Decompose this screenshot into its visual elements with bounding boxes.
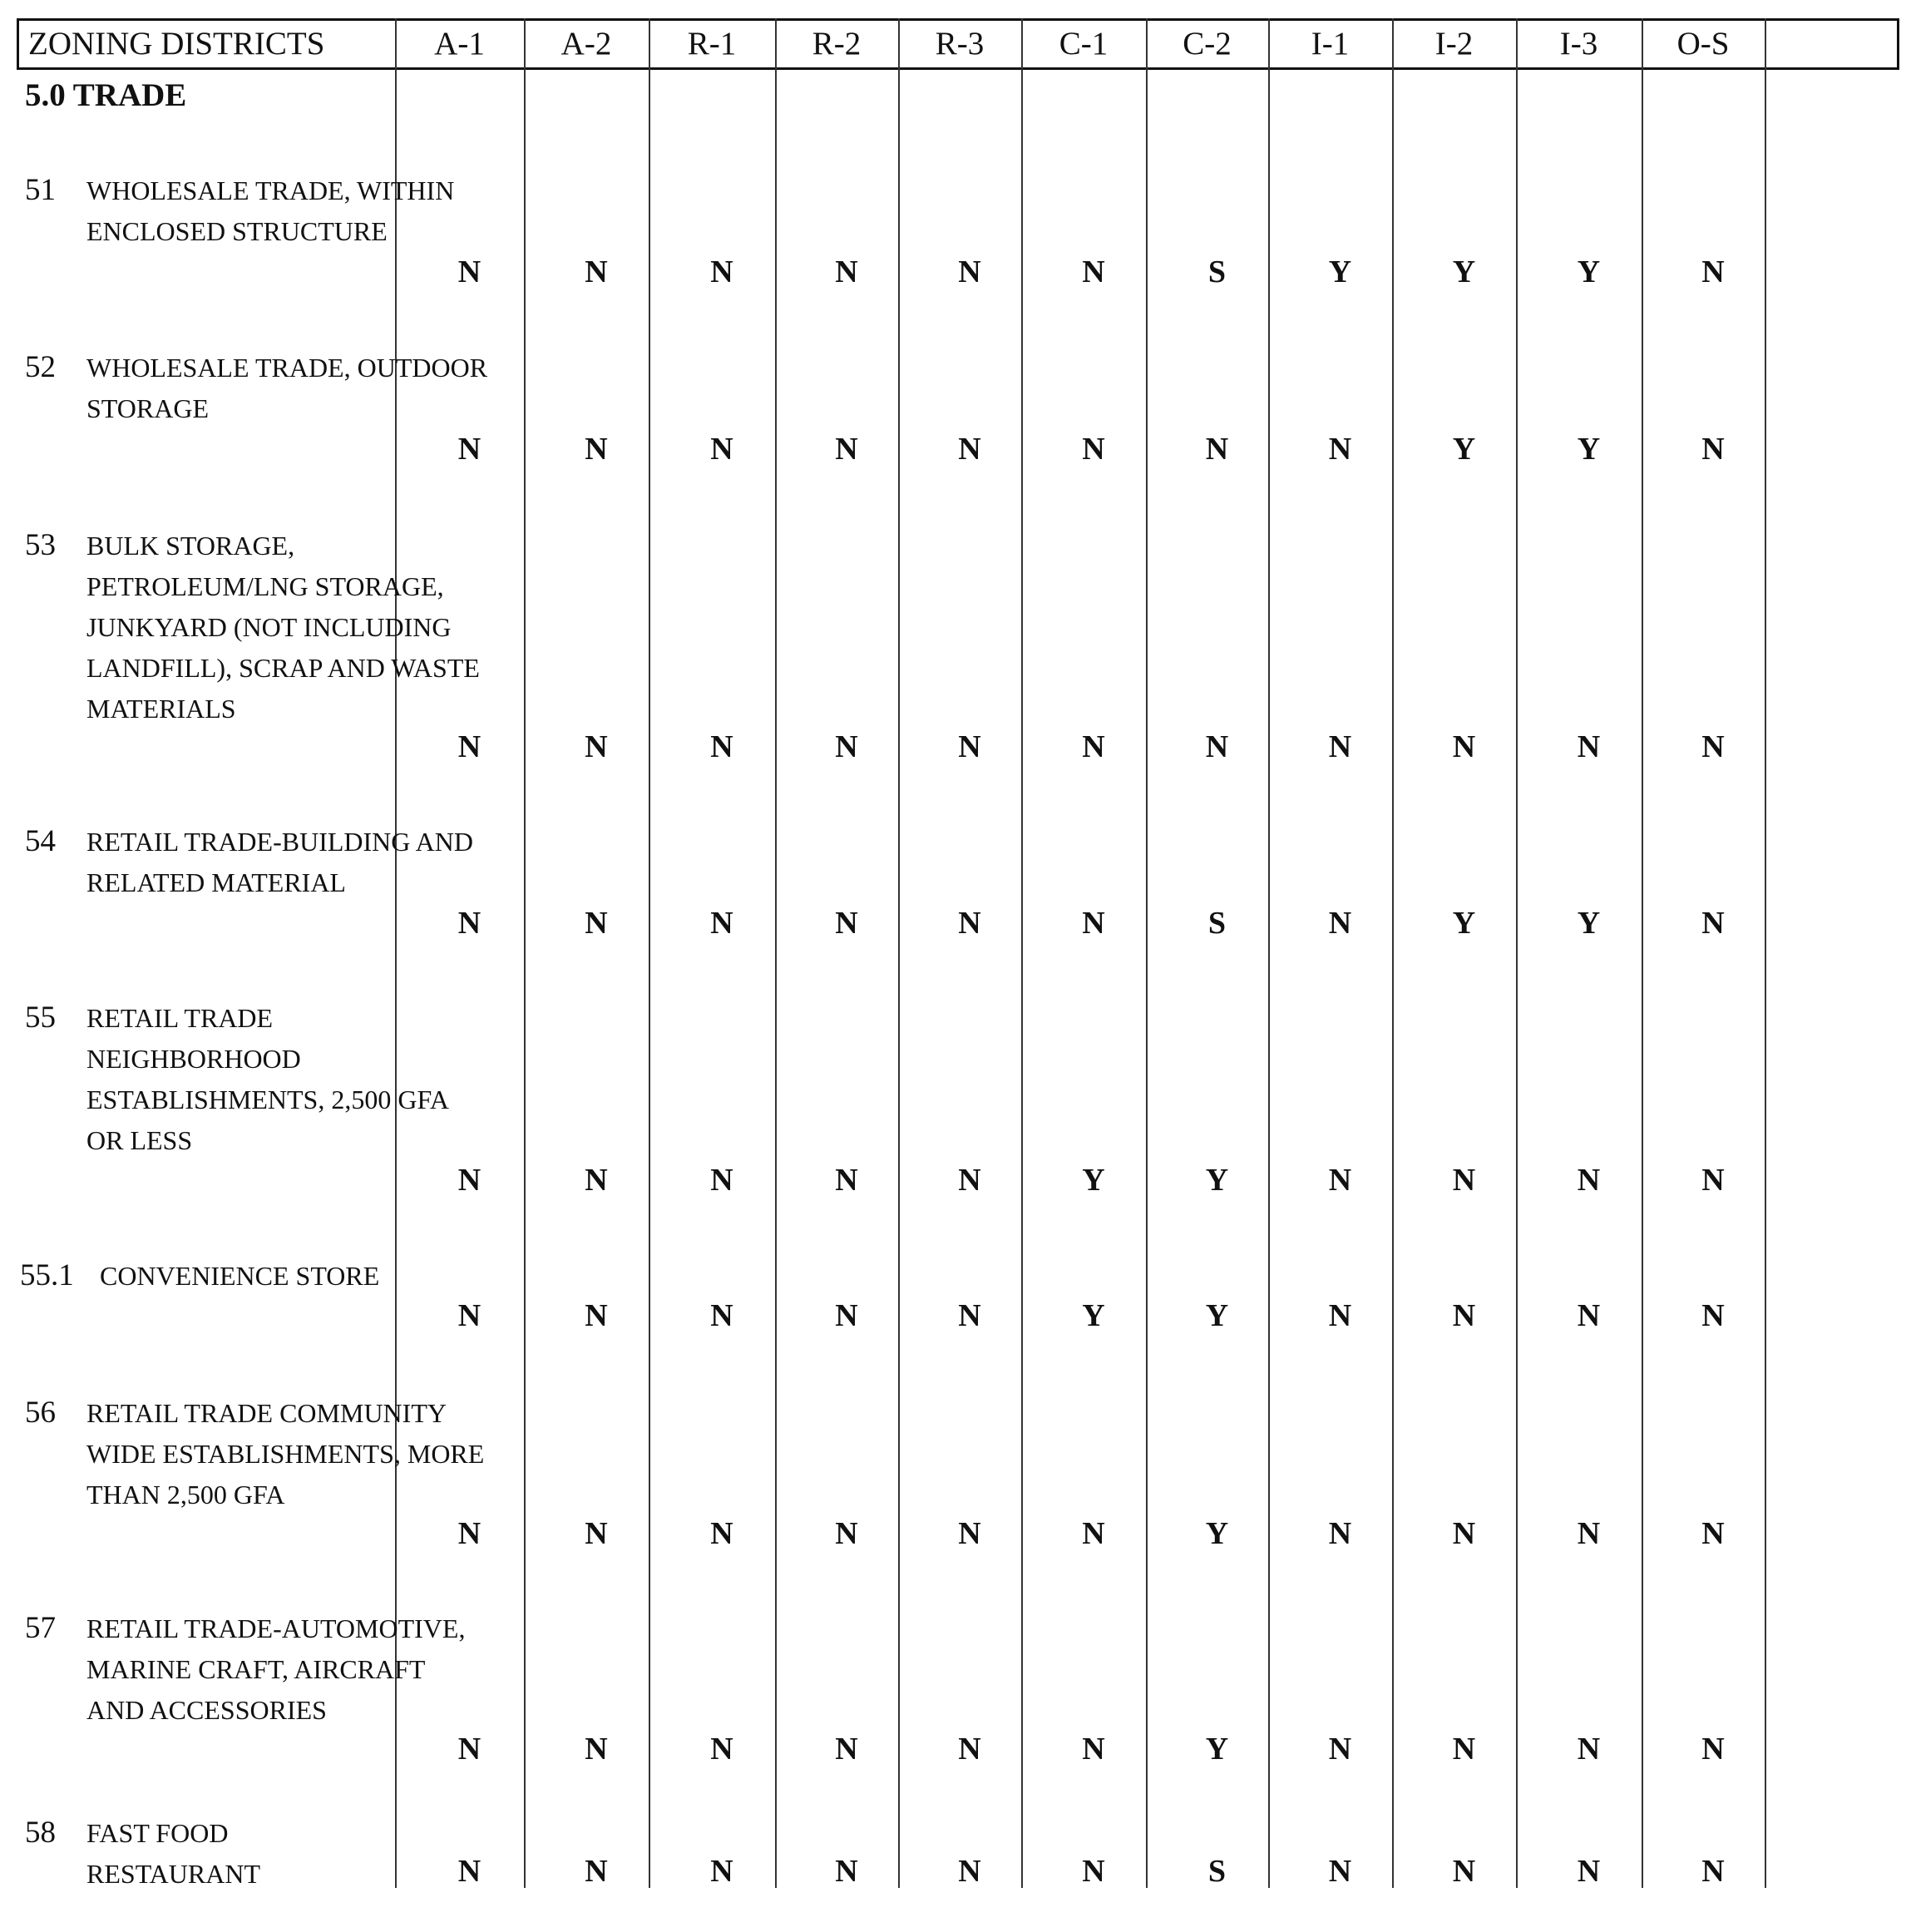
permission-cell-a-1: N [457,906,481,941]
use-code: 57 [25,1611,56,1645]
use-description-line: THAN 2,500 GFA [86,1480,285,1510]
permission-cell-o-s: N [1701,1732,1725,1766]
permission-cell-r-3: N [958,906,981,941]
header-district-c-2: C-2 [1183,26,1232,62]
column-divider [1146,18,1148,1888]
use-description-line: AND ACCESSORIES [86,1695,327,1725]
use-code: 55 [25,1001,56,1035]
permission-cell-c-1: N [1082,1732,1105,1766]
permission-cell-i-1: N [1328,1163,1352,1198]
use-description-line: RETAIL TRADE COMMUNITY [86,1398,447,1428]
use-description-line: RETAIL TRADE-AUTOMOTIVE, [86,1613,466,1643]
use-description-line: RESTAURANT [86,1859,260,1889]
use-description [86,348,487,429]
header-district-i-1: I-1 [1311,26,1350,62]
permission-cell-a-2: N [585,1298,608,1333]
permission-cell-i-1: N [1328,432,1352,467]
permission-cell-r-2: N [835,1163,858,1198]
permission-cell-a-1: N [457,1516,481,1551]
column-divider [1516,18,1518,1888]
permission-cell-c-2: Y [1205,1732,1229,1766]
section-title: 5.0 TRADE [25,77,187,113]
column-divider [524,18,526,1888]
use-description-line: STORAGE [86,393,209,423]
permission-cell-r-1: N [710,1854,733,1889]
permission-cell-i-2: N [1452,1298,1476,1333]
use-code: 56 [25,1396,56,1430]
permission-cell-c-2: S [1207,906,1227,941]
permission-cell-o-s: N [1701,254,1725,289]
permission-cell-o-s: N [1701,1298,1725,1333]
use-description [86,998,449,1161]
column-divider [1268,18,1270,1888]
use-code: 58 [25,1816,56,1850]
permission-cell-o-s: N [1701,906,1725,941]
use-description-line: ENCLOSED STRUCTURE [86,216,388,246]
permission-cell-c-2: S [1207,254,1227,289]
permission-cell-r-1: N [710,1163,733,1198]
use-description-line: RELATED MATERIAL [86,867,346,897]
permission-cell-a-1: N [457,1163,481,1198]
use-description [86,526,480,729]
use-code: 55.1 [20,1258,74,1292]
permission-cell-a-2: N [585,1732,608,1766]
permission-cell-i-3: Y [1577,254,1601,289]
use-code: 53 [25,528,56,562]
permission-cell-a-2: N [585,729,608,764]
column-divider [1021,18,1023,1888]
permission-cell-a-2: N [585,906,608,941]
permission-cell-a-1: N [457,729,481,764]
permission-cell-o-s: N [1701,729,1725,764]
use-code: 52 [25,350,56,384]
permission-cell-o-s: N [1701,432,1725,467]
permission-cell-i-2: Y [1452,906,1476,941]
permission-cell-r-3: N [958,1854,981,1889]
permission-cell-a-1: N [457,1854,481,1889]
permission-cell-i-1: N [1328,729,1352,764]
permission-cell-a-1: N [457,254,481,289]
permission-cell-i-3: N [1577,1516,1601,1551]
header-district-a-2: A-2 [560,26,612,62]
use-description-line: NEIGHBORHOOD [86,1044,301,1074]
permission-cell-r-2: N [835,1854,858,1889]
permission-cell-r-1: N [710,1516,733,1551]
column-divider [395,18,397,1888]
permission-cell-r-2: N [835,1298,858,1333]
header-district-r-3: R-3 [935,26,985,62]
permission-cell-r-1: N [710,1298,733,1333]
use-description-line: BULK STORAGE, [86,531,295,561]
permission-cell-a-1: N [457,432,481,467]
permission-cell-o-s: N [1701,1163,1725,1198]
permission-cell-i-2: Y [1452,254,1476,289]
column-divider [898,18,900,1888]
use-description [86,1608,465,1731]
permission-cell-c-1: N [1082,1854,1105,1889]
permission-cell-i-1: N [1328,906,1352,941]
permission-cell-r-2: N [835,1516,858,1551]
permission-cell-a-2: N [585,432,608,467]
permission-cell-r-3: N [958,1516,981,1551]
permission-cell-i-2: N [1452,1732,1476,1766]
permission-cell-c-2: N [1205,432,1229,467]
permission-cell-r-3: N [958,1732,981,1766]
permission-cell-r-1: N [710,906,733,941]
use-description [86,822,473,903]
use-description [86,1813,260,1895]
permission-cell-i-1: Y [1328,254,1352,289]
permission-cell-i-3: Y [1577,432,1601,467]
permission-cell-r-2: N [835,729,858,764]
permission-cell-r-2: N [835,254,858,289]
use-description-line: JUNKYARD (NOT INCLUDING [86,612,452,642]
permission-cell-c-1: N [1082,432,1105,467]
header-district-r-2: R-2 [812,26,862,62]
permission-cell-r-1: N [710,432,733,467]
permission-cell-r-2: N [835,1732,858,1766]
permission-cell-c-1: N [1082,254,1105,289]
use-description-line: WHOLESALE TRADE, OUTDOOR [86,353,488,383]
permission-cell-c-1: N [1082,1516,1105,1551]
permission-cell-a-2: N [585,1516,608,1551]
use-description [86,170,454,252]
permission-cell-c-2: N [1205,729,1229,764]
use-description-line: PETROLEUM/LNG STORAGE, [86,571,444,601]
permission-cell-r-1: N [710,254,733,289]
permission-cell-o-s: N [1701,1854,1725,1889]
permission-cell-c-1: N [1082,729,1105,764]
permission-cell-r-3: N [958,1298,981,1333]
use-description-line: MARINE CRAFT, AIRCRAFT [86,1654,426,1684]
permission-cell-r-3: N [958,432,981,467]
permission-cell-i-1: N [1328,1516,1352,1551]
use-description [86,1393,484,1515]
permission-cell-c-1: N [1082,906,1105,941]
use-description-line: LANDFILL), SCRAP AND WASTE [86,653,480,683]
permission-cell-i-3: Y [1577,906,1601,941]
use-description-line: FAST FOOD [86,1818,229,1848]
permission-cell-a-1: N [457,1298,481,1333]
permission-cell-i-3: N [1577,729,1601,764]
permission-cell-o-s: N [1701,1516,1725,1551]
header-label: ZONING DISTRICTS [28,26,325,62]
column-divider [1642,18,1643,1888]
permission-cell-r-2: N [835,906,858,941]
use-description-line: CONVENIENCE STORE [100,1261,380,1291]
permission-cell-i-2: N [1452,729,1476,764]
permission-cell-i-1: N [1328,1732,1352,1766]
use-code: 51 [25,173,56,207]
header-district-c-1: C-1 [1059,26,1109,62]
header-district-r-1: R-1 [687,26,737,62]
header-district-o-s: O-S [1676,26,1730,62]
permission-cell-c-2: S [1207,1854,1227,1889]
permission-cell-i-1: N [1328,1854,1352,1889]
use-description-line: MATERIALS [86,694,236,724]
column-divider [649,18,650,1888]
use-description-line: OR LESS [86,1125,193,1155]
permission-cell-c-1: Y [1082,1163,1105,1198]
permission-cell-a-2: N [585,1163,608,1198]
use-description-line: RETAIL TRADE [86,1003,274,1033]
header-district-i-3: I-3 [1559,26,1598,62]
permission-cell-i-2: Y [1452,432,1476,467]
use-description-line: ESTABLISHMENTS, 2,500 GFA [86,1085,449,1114]
use-description [100,1256,379,1297]
permission-cell-a-2: N [585,1854,608,1889]
permission-cell-i-2: N [1452,1163,1476,1198]
permission-cell-c-2: Y [1205,1298,1229,1333]
permission-cell-a-1: N [457,1732,481,1766]
permission-cell-i-3: N [1577,1163,1601,1198]
permission-cell-r-3: N [958,254,981,289]
use-description-line: RETAIL TRADE-BUILDING AND [86,827,473,857]
permission-cell-i-3: N [1577,1298,1601,1333]
permission-cell-r-2: N [835,432,858,467]
permission-cell-r-1: N [710,729,733,764]
permission-cell-i-2: N [1452,1516,1476,1551]
permission-cell-c-2: Y [1205,1516,1229,1551]
header-district-a-1: A-1 [434,26,485,62]
use-code: 54 [25,824,56,858]
permission-cell-i-2: N [1452,1854,1476,1889]
use-description-line: WIDE ESTABLISHMENTS, MORE [86,1439,485,1469]
use-description-line: WHOLESALE TRADE, WITHIN [86,175,455,205]
permission-cell-r-3: N [958,1163,981,1198]
permission-cell-i-3: N [1577,1854,1601,1889]
permission-cell-r-1: N [710,1732,733,1766]
permission-cell-c-2: Y [1205,1163,1229,1198]
permission-cell-r-3: N [958,729,981,764]
permission-cell-a-2: N [585,254,608,289]
permission-cell-c-1: Y [1082,1298,1105,1333]
column-divider [775,18,777,1888]
permission-cell-i-1: N [1328,1298,1352,1333]
header-district-i-2: I-2 [1434,26,1474,62]
column-divider [1392,18,1394,1888]
permission-cell-i-3: N [1577,1732,1601,1766]
column-divider [1765,18,1766,1888]
